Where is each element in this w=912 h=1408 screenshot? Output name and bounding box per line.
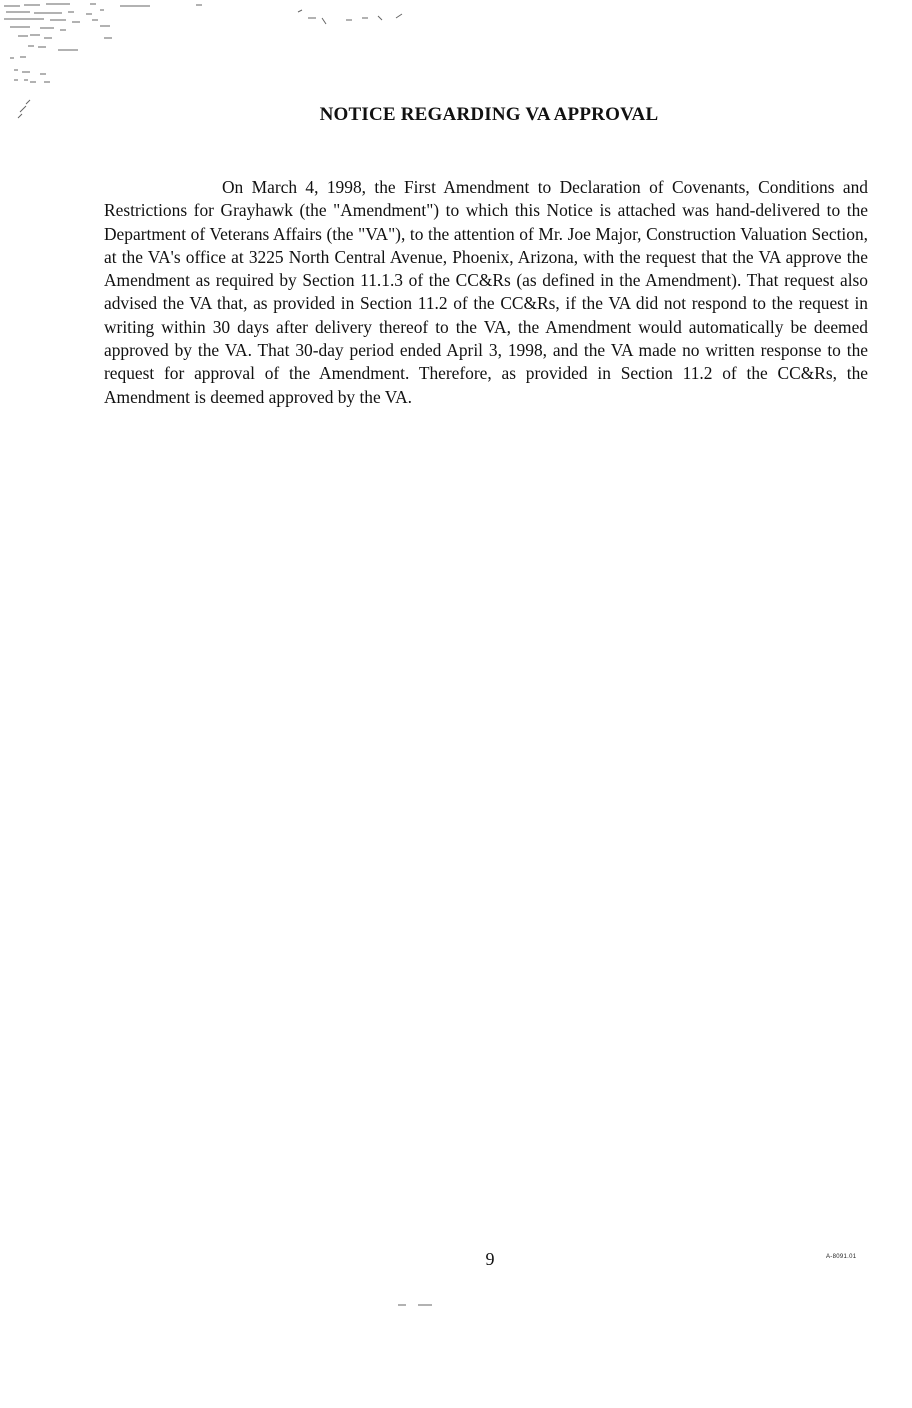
notice-body-paragraph: On March 4, 1998, the First Amendment to Declaration of Covenants, Conditions and Restrictions for Grayhawk (the "Amendment") to which this Notice is attached was hand-delivered to the Department of Veterans Affairs (the "VA"), to the attention of Mr. Joe Major, Construction Valuation Section, at the VA's office at 3225 North Central Avenue, Phoenix, Arizona, with the request that the VA approve the Amendment as required by Section 11.1.3 of the CC&Rs (as defined in the Amendment). That request also advised the VA that, as provided in Section 11.2 of the CC&Rs, if the VA did not respond to the request in writing within 30 days after delivery thereof to the VA, the Amendment would automatically be deemed approved by the VA. That 30-day period ended April 3, 1998, and the VA made no written response to the request for approval of the Amendment. Therefore, as provided in Section 11.2 of the CC&Rs, the Amendment is deemed approved by the VA. xyxy=(104,177,868,407)
notice-title: NOTICE REGARDING VA APPROVAL xyxy=(319,104,659,125)
document-code: A-8091.01 xyxy=(826,1254,857,1260)
page-number: 9 xyxy=(485,1249,495,1269)
